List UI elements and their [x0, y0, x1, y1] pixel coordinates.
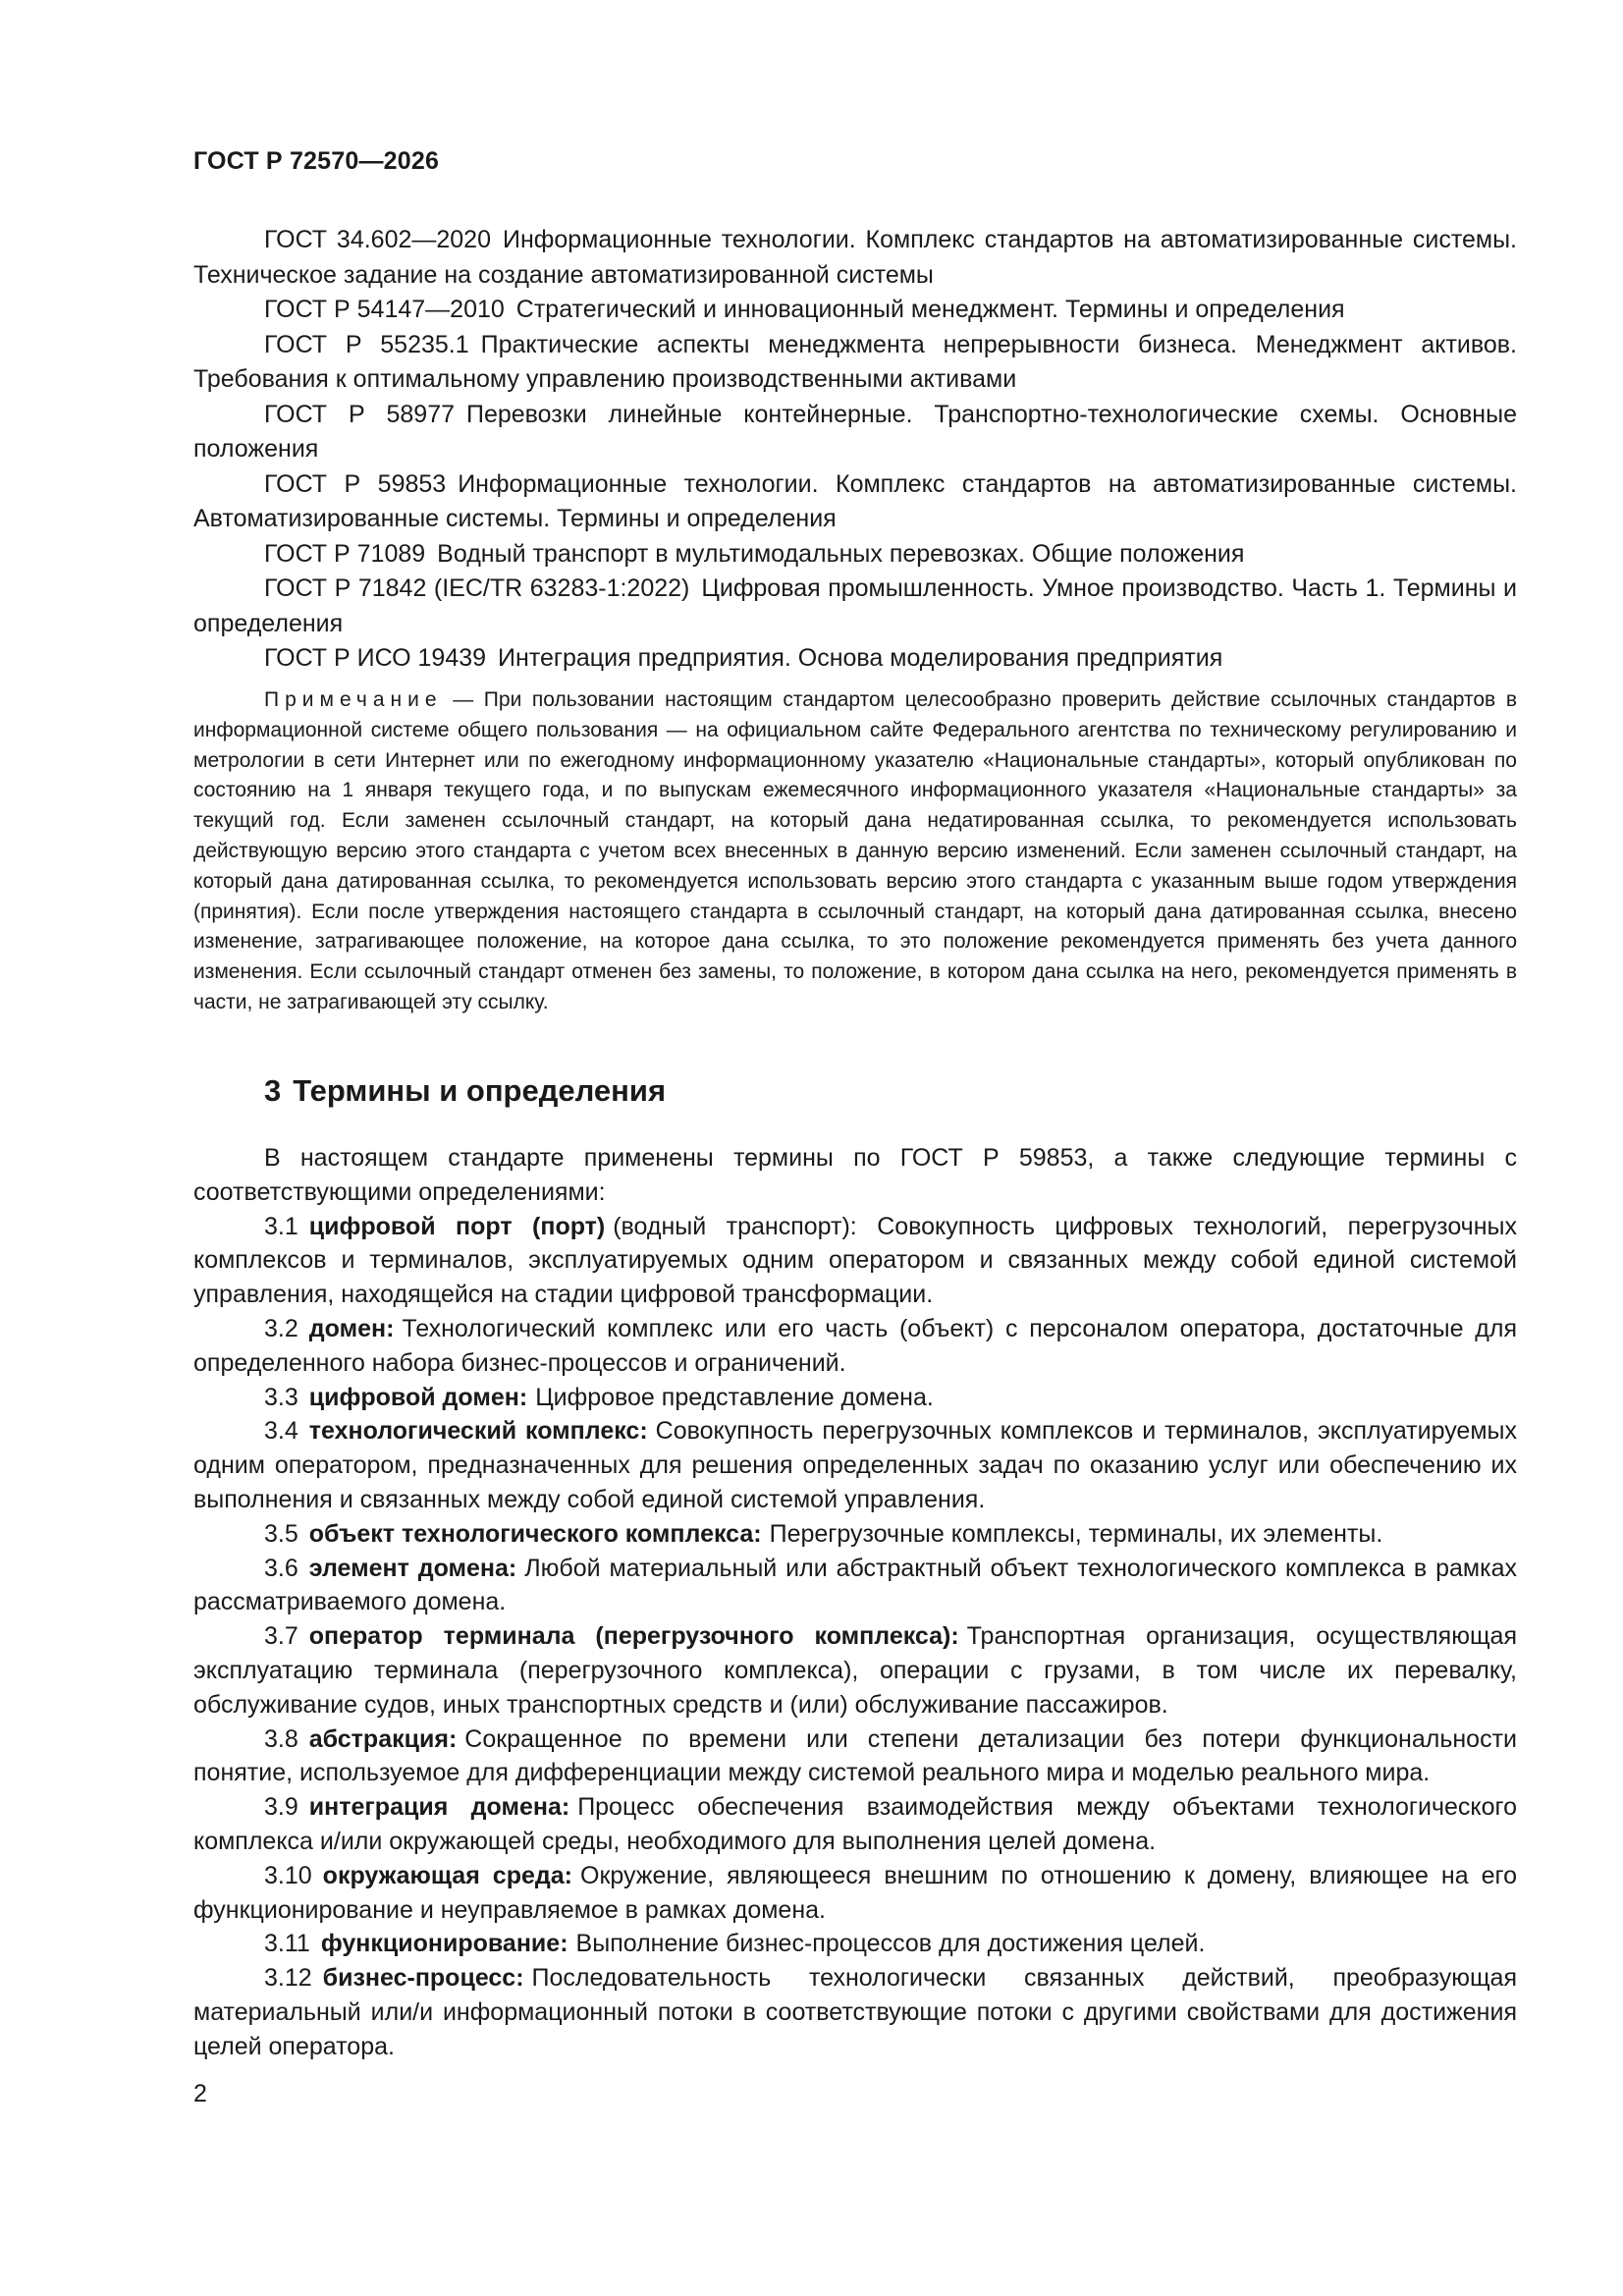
- term-entry: [193, 1381, 1517, 1415]
- term-entry: [193, 1517, 1517, 1552]
- term-definition: Окружение, являющееся внешним по отношению к домену, влияющее на его функционирование и неуправляемое в рамках домена.: [193, 1861, 1518, 1924]
- term-entry: [193, 1210, 1517, 1312]
- reference-title: Информационные технологии. Комплекс стандартов на автоматизированные системы. Техническое задание на создание автоматизированной системы: [193, 226, 1517, 289]
- reference-item: [193, 537, 1517, 573]
- reference-title: Стратегический и инновационный менеджмент. Термины и определения: [515, 296, 1345, 323]
- term-entry: [193, 1961, 1517, 2063]
- reference-code: ГОСТ Р ИСО 19439: [264, 644, 487, 672]
- term-name: объект технологического комплекса:: [308, 1519, 762, 1548]
- note-label: Примечание: [264, 688, 443, 711]
- term-definition: Перегрузочные комплексы, терминалы, их элементы.: [769, 1519, 1383, 1548]
- term-name: цифровой порт (порт): [308, 1212, 606, 1240]
- reference-item: [193, 328, 1517, 398]
- term-number: 3.6: [264, 1554, 298, 1582]
- section-title: Термины и определения: [293, 1073, 667, 1108]
- term-entry: [193, 1859, 1517, 1928]
- term-number: 3.10: [264, 1861, 312, 1889]
- terms-list: [193, 1141, 1517, 2064]
- reference-item: [193, 467, 1517, 537]
- reference-code: ГОСТ Р 71089: [264, 539, 426, 568]
- term-number: 3.1: [264, 1212, 298, 1240]
- term-number: 3.12: [264, 1964, 312, 1993]
- term-number: 3.11: [264, 1930, 310, 1958]
- note-block: [193, 685, 1517, 1018]
- term-definition: Последовательность технологически связанных действий, преобразующая материальный или/и информационный потоки в соответствующие потоки с другими свойствами для достижения целей оператора.: [193, 1964, 1517, 2060]
- reference-code: ГОСТ Р 71842 (IEC/TR 63283-1:2022): [264, 574, 690, 602]
- term-entry: [193, 1552, 1517, 1620]
- reference-code: ГОСТ 34.602—2020: [264, 226, 491, 253]
- term-number: 3.5: [264, 1519, 298, 1548]
- term-number: 3.3: [264, 1383, 298, 1411]
- reference-title: Практические аспекты менеджмента непрерывности бизнеса. Менеджмент активов. Требования к оптимальному управлению производственными активами: [193, 330, 1517, 393]
- section-intro: В настоящем стандарте применены термины по ГОСТ Р 59853, а также следующие термины с соответствующими определениями:: [193, 1144, 1517, 1206]
- reference-title: Информационные технологии. Комплекс стандартов на автоматизированные системы. Автоматизированные системы. Термины и определения: [193, 469, 1517, 532]
- term-definition: Цифровое представление домена.: [535, 1383, 934, 1411]
- term-name: элемент домена:: [308, 1554, 517, 1582]
- reference-code: ГОСТ Р 58977: [264, 400, 455, 428]
- references-list: [193, 223, 1517, 677]
- reference-title: Перевозки линейные контейнерные. Транспортно-технологические схемы. Основные положения: [193, 400, 1517, 463]
- term-name: оператор терминала (перегрузочного комплекса):: [308, 1622, 959, 1651]
- term-number: 3.7: [264, 1622, 298, 1651]
- note-paragraph: [193, 685, 1517, 1018]
- page-number: 2: [193, 2080, 207, 2107]
- reference-item: [193, 572, 1517, 641]
- term-entry: [193, 1414, 1517, 1516]
- reference-code: ГОСТ Р 59853: [264, 469, 447, 498]
- term-number: 3.9: [264, 1793, 298, 1822]
- reference-item: [193, 293, 1517, 328]
- reference-title: Интеграция предприятия. Основа моделирования предприятия: [498, 644, 1223, 672]
- term-name: домен:: [308, 1314, 395, 1342]
- term-number: 3.8: [264, 1724, 298, 1753]
- term-definition: Выполнение бизнес-процессов для достижения целей.: [575, 1930, 1206, 1958]
- term-definition: Сокращенное по времени или степени детализации без потери функциональности понятие, используемое для дифференциации между системой реального мира и моделью реального мира.: [193, 1724, 1517, 1787]
- reference-item: [193, 223, 1517, 293]
- term-entry: [193, 1312, 1517, 1381]
- term-name: абстракция:: [308, 1724, 458, 1753]
- term-name: бизнес-процесс:: [322, 1964, 524, 1993]
- term-name: окружающая среда:: [322, 1861, 572, 1889]
- term-definition: Технологический комплекс или его часть (объект) с персоналом оператора, достаточные для определенного набора бизнес-процессов и ограничений.: [193, 1314, 1517, 1377]
- term-entry: [193, 1619, 1517, 1722]
- term-name: технологический комплекс:: [308, 1417, 648, 1446]
- note-text: — При пользовании настоящим стандартом целесообразно проверить действие ссылочных стандартов в информационной системе общего пользования — на официальном сайте Федерального агентства по техническому регулированию и метрологии в сети Интернет или по ежегодному информационному указателю «Национальные стандарты», который опубликован по состоянию на 1 января текущего года, и по выпускам ежемесячного информационного указателя «Национальные стандарты» за текущий год. Если заменен ссылочный стандарт, на который дана недатированная ссылка, то рекомендуется использовать действующую версию этого стандарта с учетом всех внесенных в данную версию изменений. Если заменен ссылочный стандарт, на который дана датированная ссылка, то рекомендуется использовать версию этого стандарта с указанным выше годом утверждения (принятия). Если после утверждения настоящего стандарта в ссылочный стандарт, на который дана датированная ссылка, внесено изменение, затрагивающее положение, на которое дана ссылка, то это положение рекомендуется применять без учета данного изменения. Если ссылочный стандарт отменен без замены, то положение, в котором дана ссылка на него, рекомендуется применять в части, не затрагивающей эту ссылку.: [193, 688, 1517, 1013]
- term-definition: (водный транспорт): Совокупность цифровых технологий, перегрузочных комплексов и терминалов, эксплуатируемых одним оператором и связанных между собой единой системой управления, находящейся на стадии цифровой трансформации.: [193, 1212, 1517, 1309]
- term-definition: Любой материальный или абстрактный объект технологического комплекса в рамках рассматриваемого домена.: [193, 1554, 1517, 1616]
- section-heading: [264, 1073, 666, 1109]
- term-name: функционирование:: [320, 1930, 568, 1958]
- term-entry: [193, 1927, 1517, 1961]
- term-definition: Процесс обеспечения взаимодействия между объектами технологического комплекса и/или окружающей среды, необходимого для выполнения целей домена.: [193, 1793, 1517, 1855]
- reference-code: ГОСТ Р 55235.1: [264, 330, 469, 358]
- term-entry: [193, 1722, 1517, 1791]
- term-entry: [193, 1790, 1517, 1859]
- term-name: цифровой домен:: [308, 1383, 528, 1411]
- document-header: ГОСТ Р 72570—2026: [193, 147, 440, 175]
- reference-title: Цифровая промышленность. Умное производство. Часть 1. Термины и определения: [193, 574, 1517, 637]
- reference-code: ГОСТ Р 54147—2010: [264, 296, 505, 323]
- term-number: 3.2: [264, 1314, 298, 1342]
- term-definition: Совокупность перегрузочных комплексов и терминалов, эксплуатируемых одним оператором, предназначенных для решения определенных задач по оказанию услуг или обеспечению их выполнения и связанных между собой единой системой управления.: [193, 1417, 1517, 1513]
- reference-item: [193, 641, 1517, 677]
- term-definition: Транспортная организация, осуществляющая эксплуатацию терминала (перегрузочного комплекса), операции с грузами, в том числе их перевалку, обслуживание судов, иных транспортных средств и (или) обслуживание пассажиров.: [193, 1622, 1517, 1719]
- term-number: 3.4: [264, 1417, 298, 1446]
- term-name: интеграция домена:: [308, 1793, 570, 1822]
- section-number: 3: [264, 1073, 282, 1108]
- reference-title: Водный транспорт в мультимодальных перевозках. Общие положения: [437, 539, 1245, 568]
- reference-item: [193, 398, 1517, 467]
